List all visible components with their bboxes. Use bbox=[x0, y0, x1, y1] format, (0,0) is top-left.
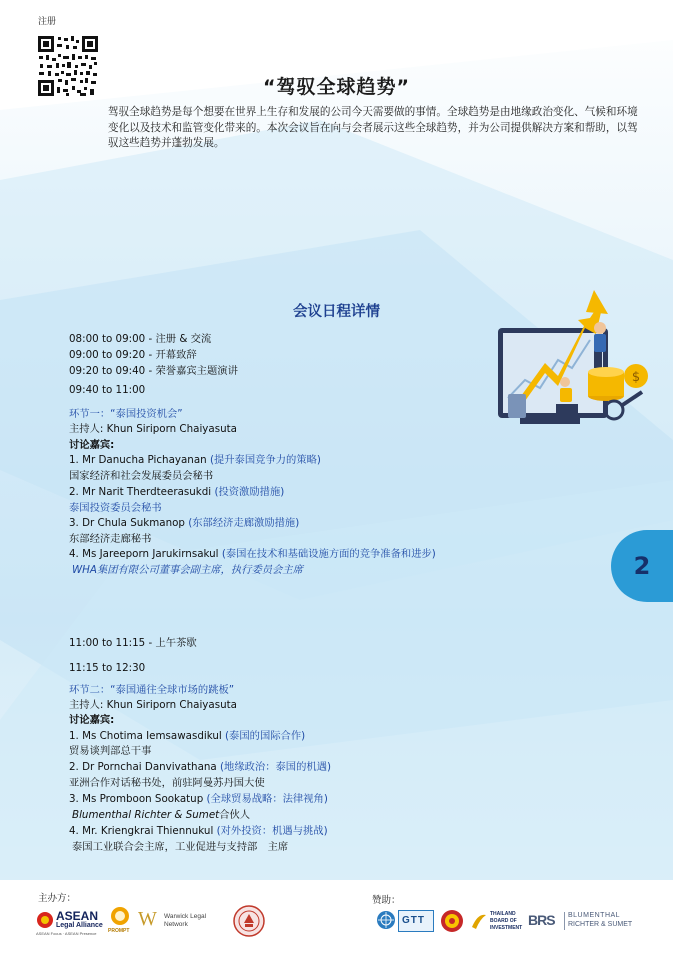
blumenthal-richter-sumet-logo bbox=[528, 910, 638, 934]
speaker-name: 1. Mr Danucha Pichayanan bbox=[69, 454, 207, 466]
session1-time: 09:40 to 11:00 bbox=[69, 384, 146, 396]
asean-logo-text: ASEAN bbox=[56, 909, 99, 923]
speaker-topic: (全球贸易战略：法律视角) bbox=[206, 793, 328, 805]
speaker-topic: (地缘政治：泰国的机遇) bbox=[220, 761, 332, 773]
speaker-role: 贸易谈判部总干事 bbox=[69, 745, 152, 757]
brs-text-2: RICHTER & SUMET bbox=[568, 921, 633, 928]
brs-divider bbox=[564, 912, 565, 930]
session2-moderator: 主持人: Khun Siriporn Chaiyasuta bbox=[69, 699, 237, 711]
speaker-line bbox=[69, 545, 436, 560]
warwick-legal-network-logo bbox=[138, 908, 218, 934]
speaker-name: 1. Ms Chotima Iemsawasdikul bbox=[69, 730, 222, 742]
speaker-topic: (对外投资：机遇与挑战) bbox=[216, 825, 328, 837]
brs-mark: BRS bbox=[528, 912, 555, 928]
speaker-line bbox=[69, 822, 328, 837]
speaker-role bbox=[72, 806, 250, 821]
boi-text-1: THAILAND bbox=[490, 911, 516, 917]
session2-panel-label: 讨论嘉宾: bbox=[69, 714, 115, 726]
speaker-topic: (泰国的国际合作) bbox=[225, 730, 306, 742]
agenda-item: 08:00 to 09:00 - 注册 & 交流 bbox=[69, 333, 212, 345]
prompt-logo bbox=[108, 906, 132, 938]
speaker-name: 3. Ms Promboon Sookatup bbox=[69, 793, 204, 805]
speaker-role: WHA集团有限公司董事会副主席，执行委员会主席 bbox=[72, 564, 303, 576]
speaker-role: 泰国工业联合会主席，工业促进与支持部 主席 bbox=[72, 841, 289, 853]
asean-legal-alliance-logo bbox=[36, 908, 104, 938]
prompt-logo-text: PROMPT bbox=[108, 928, 130, 934]
speaker-role: 东部经济走廊秘书 bbox=[69, 533, 152, 545]
session1-name: 环节一：“泰国投资机会” bbox=[69, 408, 183, 420]
organizer-label: 主办方： bbox=[38, 893, 77, 904]
speaker-role: 国家经济和社会发展委员会秘书 bbox=[69, 470, 214, 482]
asean-logo-subtext: Legal Alliance bbox=[56, 922, 103, 929]
boi-text-3: INVESTMENT bbox=[490, 925, 523, 931]
speaker-topic: (提升泰国竞争力的策略) bbox=[209, 454, 321, 466]
warwick-logo-text: Warwick Legal bbox=[164, 913, 207, 920]
warwick-w-icon: W bbox=[138, 908, 157, 930]
register-label: 注册 bbox=[38, 17, 57, 27]
boi-text-2: BOARD OF bbox=[490, 918, 517, 924]
svg-text:$: $ bbox=[631, 370, 641, 385]
speaker-topic: (投资激励措施) bbox=[214, 486, 285, 498]
thailand-boi-logo bbox=[470, 910, 526, 934]
session2-name: 环节二：“泰国通往全球市场的跳板” bbox=[69, 684, 235, 696]
un-emblem-icon bbox=[376, 910, 396, 930]
asean-emblem-icon bbox=[36, 911, 54, 929]
speaker-line bbox=[69, 451, 321, 466]
speaker-topic: (东部经济走廊激励措施) bbox=[188, 517, 300, 529]
asean-logo-tagline: ASEAN Focus · ASEAN Presence bbox=[36, 931, 97, 936]
speaker-title: 合伙人 bbox=[219, 809, 251, 821]
speaker-line bbox=[69, 514, 299, 529]
sponsor-label: 赞助： bbox=[372, 895, 401, 906]
prompt-emblem-icon bbox=[110, 906, 130, 926]
speaker-role: 亚洲合作对话秘书处，前驻阿曼苏丹国大使 bbox=[69, 777, 265, 789]
session1-panel-label: 讨论嘉宾: bbox=[69, 439, 115, 451]
speaker-name: 2. Mr Narit Therdteerasukdi bbox=[69, 486, 212, 498]
speaker-role: 泰国投资委员会秘书 bbox=[69, 502, 162, 514]
chamber-seal-icon bbox=[233, 905, 265, 937]
session1-moderator: 主持人: Khun Siriporn Chaiyasuta bbox=[69, 423, 237, 435]
speaker-firm: Blumenthal Richter & Sumet bbox=[72, 809, 220, 821]
boi-swoosh-icon bbox=[470, 911, 488, 931]
intro-paragraph: 驾驭全球趋势是每个想要在世界上生存和发展的公司今天需要做的事情。全球趋势是由地缘政治变化、气候和环境变化以及技术和监管变化带来的。本次会议旨在向与会者展示这些全球趋势，并为公司提供解决方案和帮助，以驾驭这些趋势并蓬勃发展。 bbox=[108, 106, 638, 149]
page-title: “驾驭全球趋势” bbox=[263, 76, 410, 98]
speaker-name: 2. Dr Pornchai Danvivathana bbox=[69, 761, 217, 773]
speaker-name: 4. Mr. Kriengkrai Thiennukul bbox=[69, 825, 214, 837]
session2-time: 11:15 to 12:30 bbox=[69, 662, 146, 674]
warwick-logo-subtext: Network bbox=[164, 921, 188, 928]
speaker-topic: (泰国在技术和基础设施方面的竞争准备和进步) bbox=[221, 548, 436, 560]
speaker-name: 3. Dr Chula Sukmanop bbox=[69, 517, 185, 529]
speaker-line bbox=[69, 790, 328, 805]
agenda-item: 09:20 to 09:40 - 荣誉嘉宾主题演讲 bbox=[69, 365, 238, 377]
page-number: 2 bbox=[633, 552, 651, 580]
brs-text-1: BLUMENTHAL bbox=[568, 912, 621, 919]
agenda-title: 会议日程详情 bbox=[293, 304, 380, 320]
break-item: 11:00 to 11:15 - 上午茶歇 bbox=[69, 637, 197, 649]
agenda-item: 09:00 to 09:20 - 开幕致辞 bbox=[69, 349, 197, 361]
gtt-logo bbox=[398, 910, 434, 932]
gtt-logo-text: GTT bbox=[402, 915, 425, 926]
speaker-line bbox=[69, 727, 305, 742]
speaker-name: 4. Ms Jareeporn Jarukirnsakul bbox=[69, 548, 219, 560]
speaker-line bbox=[69, 758, 331, 773]
speaker-line bbox=[69, 483, 284, 498]
growth-chart-illustration bbox=[490, 268, 660, 438]
thai-emblem-icon bbox=[440, 909, 464, 933]
